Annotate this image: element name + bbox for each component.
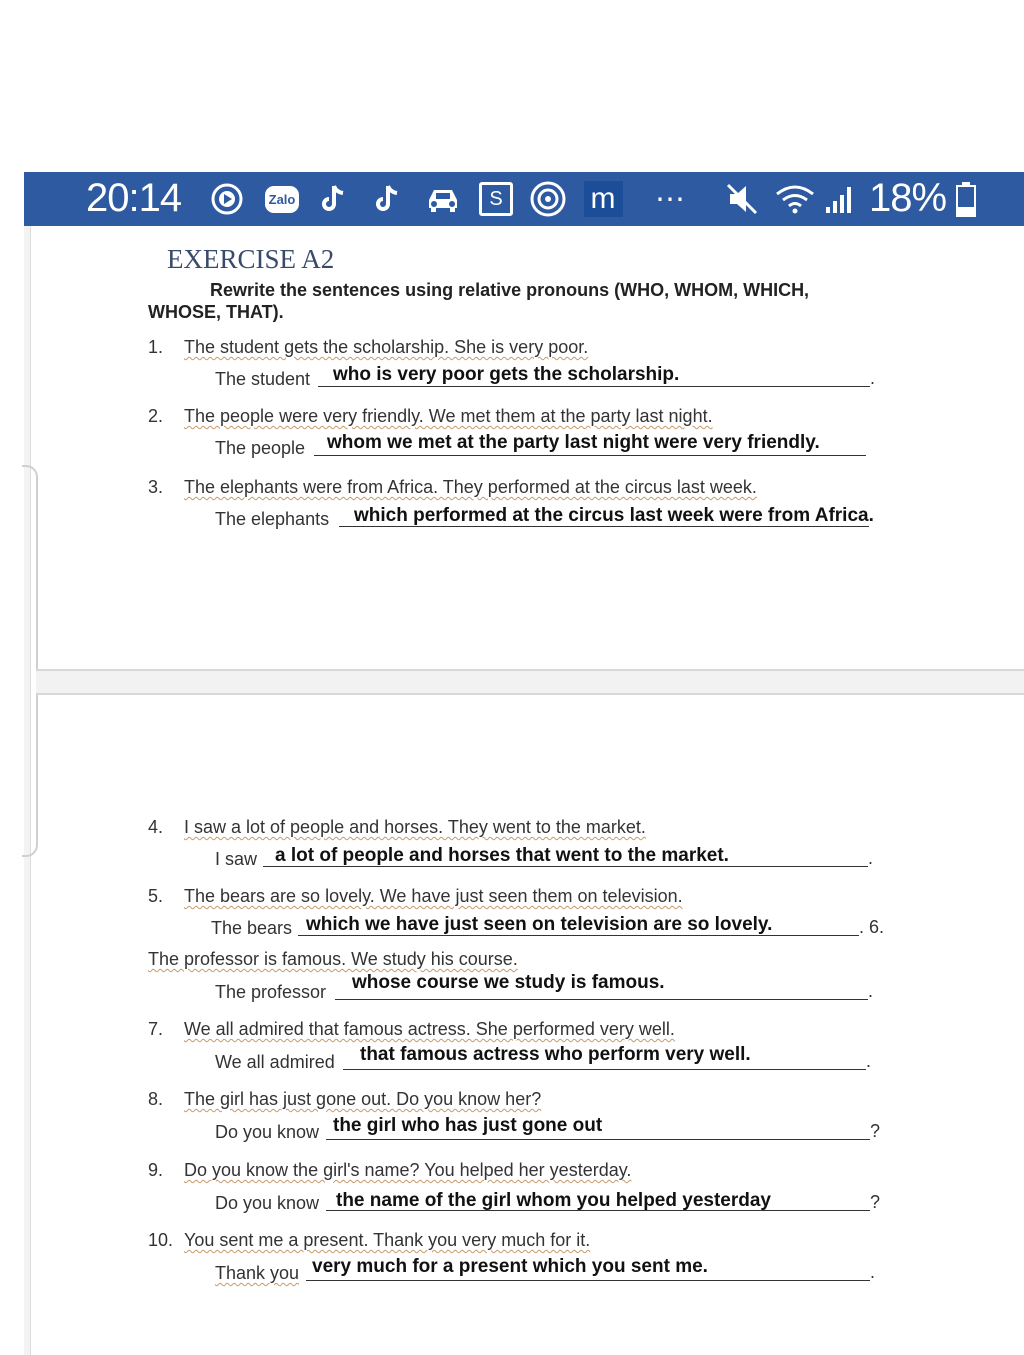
battery-percent: 18%	[869, 176, 947, 220]
answer-tail-8: ?	[870, 1121, 881, 1141]
exercise-title: EXERCISE A2	[167, 244, 335, 274]
question-9: 9. Do you know the girl's name? You helped her yesterday.	[148, 1160, 632, 1180]
instruction-line-1: Rewrite the sentences using relative pronouns (WHO, WHOM, WHICH,	[210, 280, 810, 300]
instruction-line-2: WHOSE, THAT).	[148, 302, 284, 322]
battery-icon	[954, 180, 978, 218]
page-break	[36, 669, 1024, 695]
question-8: 8. The girl has just gone out. Do you know her?	[148, 1089, 542, 1109]
answer-2: whom we met at the party last night were very friendly.	[327, 432, 820, 453]
question-5: 5. The bears are so lovely. We have just seen them on television.	[148, 886, 683, 906]
wifi-icon	[772, 180, 818, 218]
question-6: The professor is famous. We study his course.	[148, 949, 518, 969]
answer-line-2	[314, 455, 866, 456]
question-2: 2. The people were very friendly. We met them at the party last night.	[148, 406, 713, 426]
answer-prefix-4: I saw	[215, 849, 258, 869]
answer-3: which performed at the circus last week were from Africa.	[354, 505, 874, 526]
question-1: 1. The student gets the scholarship. She is very poor.	[148, 337, 589, 357]
status-time: 20:14	[86, 176, 182, 220]
tiktok-icon	[372, 180, 402, 218]
answer-prefix-9: Do you know	[215, 1193, 320, 1213]
answer-line-10	[306, 1280, 870, 1281]
answer-6: whose course we study is famous.	[352, 972, 665, 993]
answer-tail-7: .	[866, 1051, 872, 1071]
question-10: 10. You sent me a present. Thank you very much for it.	[148, 1230, 591, 1250]
answer-tail-5: . 6.	[859, 917, 885, 937]
side-scroll-handle[interactable]	[22, 465, 38, 857]
answer-tail-1: .	[870, 368, 876, 388]
car-icon	[422, 180, 464, 218]
shopee-icon: S	[478, 180, 514, 218]
answer-prefix-3: The elephants	[215, 509, 330, 529]
answer-8: the girl who has just gone out	[333, 1115, 603, 1136]
answer-prefix-2: The people	[215, 438, 306, 458]
answer-line-1	[318, 386, 870, 387]
more-icon: ⋯	[655, 182, 685, 216]
zalo-icon: Zalo	[262, 180, 302, 218]
answer-tail-10: .	[870, 1262, 876, 1282]
answer-10: very much for a present which you sent me.	[312, 1256, 708, 1277]
answer-7: that famous actress who perform very well.	[360, 1044, 751, 1065]
answer-5: which we have just seen on television are so lovely.	[306, 914, 773, 935]
answer-tail-6: .	[868, 981, 874, 1001]
answer-line-7	[343, 1069, 866, 1070]
signal-icon	[822, 180, 858, 218]
tiktok-icon	[318, 180, 348, 218]
mute-icon	[722, 180, 762, 218]
answer-prefix-1: The student	[215, 369, 311, 389]
messenger-m-icon: m	[582, 180, 624, 218]
answer-9: the name of the girl whom you helped yesterday	[336, 1190, 771, 1211]
answer-prefix-6: The professor	[215, 982, 327, 1002]
question-3: 3. The elephants were from Africa. They performed at the circus last week.	[148, 477, 757, 497]
steering-icon	[528, 180, 568, 218]
question-4: 4. I saw a lot of people and horses. They went to the market.	[148, 817, 646, 837]
answer-prefix-8: Do you know	[215, 1122, 320, 1142]
status-bar	[24, 172, 1024, 226]
instructions	[148, 279, 868, 323]
answer-prefix-5: The bears	[211, 918, 293, 938]
answer-line-6	[335, 999, 868, 1000]
answer-tail-4: .	[868, 848, 874, 868]
answer-prefix-7: We all admired	[215, 1052, 335, 1072]
answer-tail-9: ?	[870, 1192, 881, 1212]
answer-4: a lot of people and horses that went to the market.	[275, 845, 729, 866]
answer-line-8	[326, 1139, 870, 1140]
question-7: 7. We all admired that famous actress. She performed very well.	[148, 1019, 675, 1039]
answer-1: who is very poor gets the scholarship.	[333, 364, 680, 385]
media-icon	[206, 180, 248, 218]
answer-prefix-10: Thank you	[215, 1263, 300, 1283]
